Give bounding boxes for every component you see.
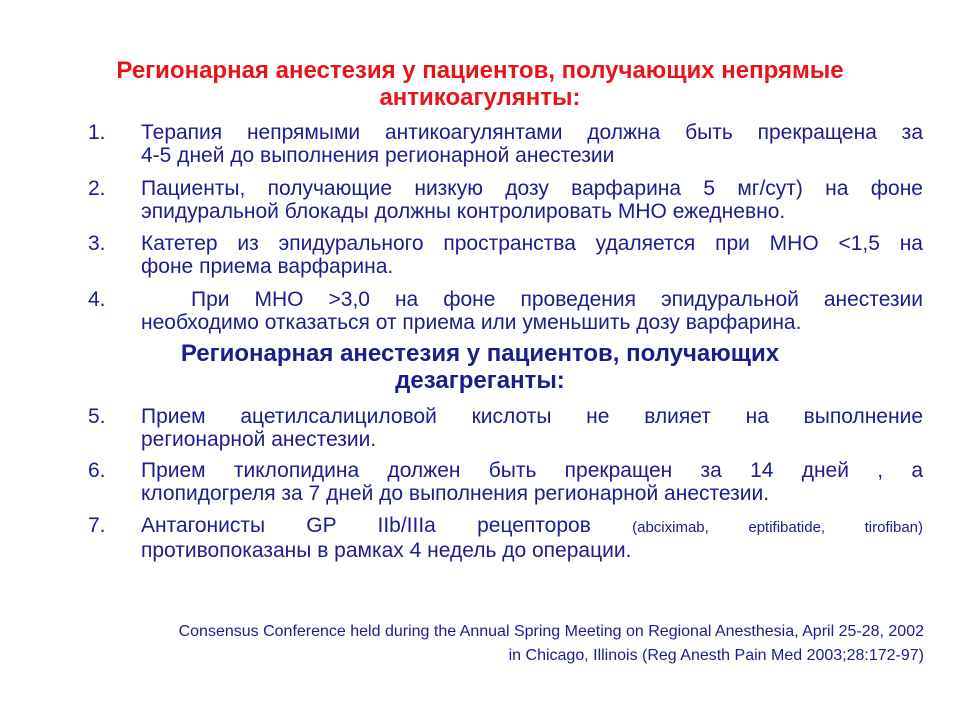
heading-antiplatelets <box>30 340 930 394</box>
heading-indirect-anticoagulants <box>28 57 932 111</box>
citation-line-2: in Chicago, Illinois (Reg Anesth Pain Med 2003;28:172-97) <box>508 647 924 664</box>
item-text-main: Антагонисты GP IIb/IIIa рецепторов <box>141 514 591 537</box>
item-text-line-1: При МНО >3,0 на фоне проведения эпидуральной анестезии <box>141 288 923 311</box>
item-number: 4. <box>88 288 106 311</box>
item-text-line-1 <box>141 514 923 539</box>
item-text <box>141 288 923 334</box>
item-text-line-2: клопидогреля за 7 дней до выполнения регионарной анестезии. <box>141 482 770 505</box>
heading-1-line-2: антикоагулянты: <box>379 84 581 111</box>
item-number: 5. <box>88 405 106 428</box>
item-text <box>141 459 923 505</box>
item-text-line-2: регионарной анестезии. <box>141 428 377 451</box>
citation-line-1: Consensus Conference held during the Annual Spring Meeting on Regional Anesthesia, April 25-28, 2002 <box>178 623 924 640</box>
item-number: 7. <box>88 514 106 537</box>
item-text-line-2: противопоказаны в рамках 4 недель до операции. <box>141 539 632 562</box>
item-text-line-2: эпидуральной блокады должны контролировать МНО ежедневно. <box>141 200 786 223</box>
item-text-line-2: фоне приема варфарина. <box>141 255 394 278</box>
item-text <box>141 514 923 562</box>
item-text-line-1: Пациенты, получающие низкую дозу варфарина 5 мг/сут) на фоне <box>141 177 923 200</box>
item-text <box>141 232 923 278</box>
item-number: 1. <box>88 121 106 144</box>
heading-1-line-1: Регионарная анестезия у пациентов, получающих непрямые <box>116 57 844 84</box>
item-text-line-1: Прием ацетилсалициловой кислоты не влияет на выполнение <box>141 405 923 428</box>
item-text-line-1: Прием тиклопидина должен быть прекращен за 14 дней , а <box>141 459 923 482</box>
item-number: 2. <box>88 177 106 200</box>
item-text <box>141 405 923 451</box>
item-text <box>141 121 923 167</box>
item-text-line-2: необходимо отказаться от приема или уменьшить дозу варфарина. <box>141 311 802 334</box>
citation <box>24 620 924 668</box>
heading-2-line-2: дезагреганты: <box>395 367 565 394</box>
item-text-line-2: 4-5 дней до выполнения регионарной анестезии <box>141 144 615 167</box>
item-number: 3. <box>88 232 106 255</box>
drug-names: (abciximab, eptifibatide, tirofiban) <box>632 519 923 536</box>
item-text <box>141 177 923 223</box>
item-text-line-1: Терапия непрямыми антикоагулянтами должна быть прекращена за <box>141 121 923 144</box>
item-text-line-1: Катетер из эпидурального пространства удаляется при МНО <1,5 на <box>141 232 923 255</box>
heading-2-line-1: Регионарная анестезия у пациентов, получающих <box>180 340 780 367</box>
item-number: 6. <box>88 459 106 482</box>
